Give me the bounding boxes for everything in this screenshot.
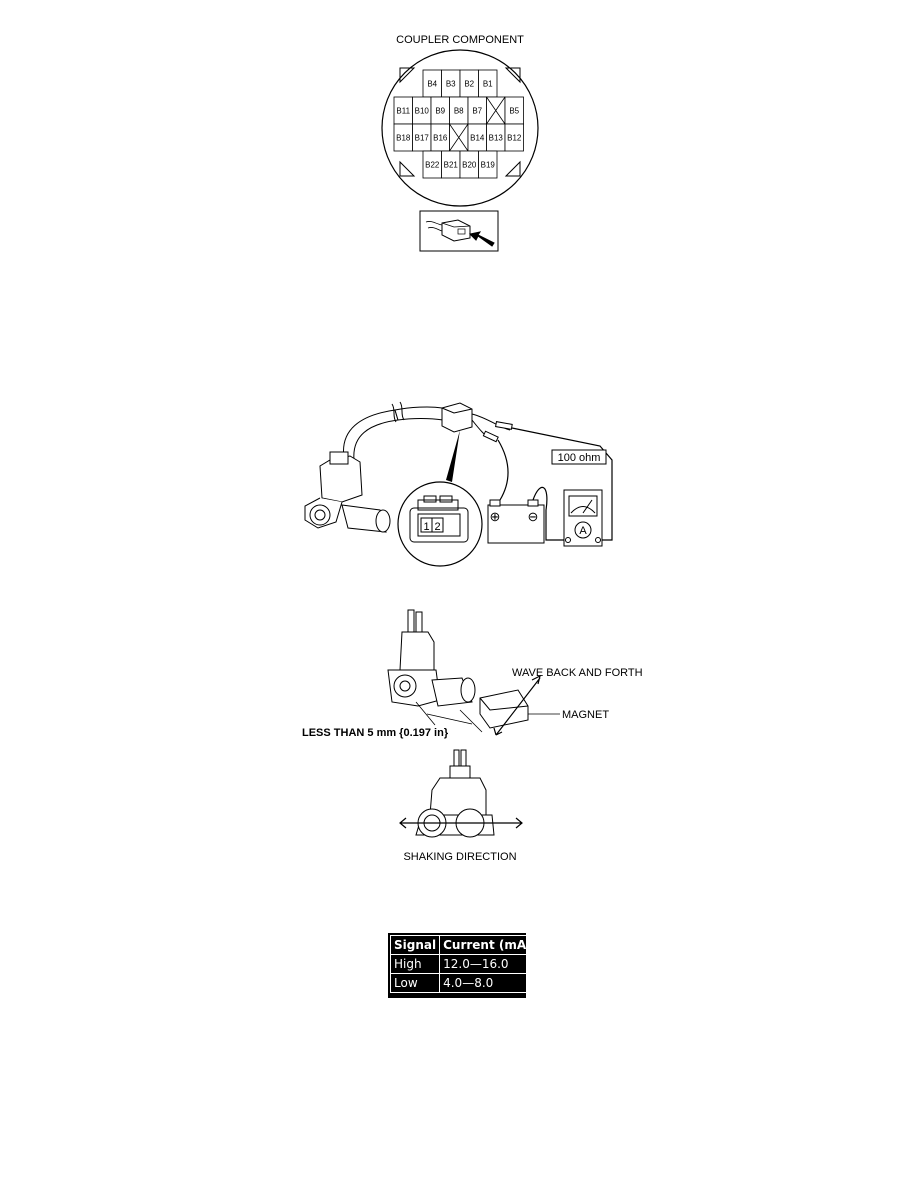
coupler-pin-label: B20 <box>462 160 477 170</box>
coupler-pin-label: B19 <box>480 160 495 170</box>
battery-negative-symbol: ⊖ <box>527 509 539 524</box>
coupler-pin-label: B10 <box>414 106 429 116</box>
connector-thumbnail <box>420 211 498 251</box>
probe-tip-lower <box>483 431 498 441</box>
sensor-test-circuit <box>300 400 620 575</box>
coupler-pin-label: B16 <box>433 133 448 143</box>
cell-current: 4.0—8.0 <box>440 974 536 993</box>
table-row <box>391 955 536 974</box>
callout-pointer <box>446 430 460 482</box>
ammeter-symbol: A <box>579 525 587 537</box>
magnet-test-diagram <box>300 610 643 865</box>
coupler-pin-grid <box>394 70 524 178</box>
pin-2-label: 2 <box>434 521 441 533</box>
cell-current: 12.0—16.0 <box>440 955 536 974</box>
ammeter <box>564 490 602 546</box>
sensor-front-view <box>416 750 494 837</box>
coupler-pin-label: B18 <box>396 133 411 143</box>
resistor-label: 100 ohm <box>557 452 601 464</box>
coupler-pin-label: B2 <box>464 79 475 89</box>
coupler-pin-label: B12 <box>507 133 522 143</box>
dimension-line-2 <box>460 710 482 732</box>
wave-label: WAVE BACK AND FORTH <box>512 667 643 679</box>
coupler-pin-label: B7 <box>472 106 483 116</box>
table-row <box>391 974 536 993</box>
current-spec-table <box>388 933 532 998</box>
dimension-line-1 <box>416 702 435 725</box>
coupler-pin-label: B21 <box>443 160 458 170</box>
coupler-pin-label: B22 <box>425 160 440 170</box>
magnet <box>480 690 528 728</box>
magnet-label: MAGNET <box>562 709 610 721</box>
coupler-pin-label: B11 <box>396 106 411 116</box>
header-signal: Signal <box>391 936 440 955</box>
pin-1-label: 1 <box>423 521 430 533</box>
coupler-pin-label: B14 <box>470 133 485 143</box>
distance-label: LESS THAN 5 mm {0.197 in} <box>302 727 449 739</box>
coupler-diagram <box>380 28 540 258</box>
harness-connector <box>442 403 472 432</box>
coupler-title: COUPLER COMPONENT <box>396 34 524 46</box>
header-current: Current (mA) <box>440 936 536 955</box>
cell-signal: High <box>391 955 440 974</box>
battery-positive-symbol: ⊕ <box>489 509 501 524</box>
coupler-key-bottom-right <box>506 162 520 176</box>
coupler-pin-label: B5 <box>509 106 520 116</box>
cell-signal: Low <box>391 974 440 993</box>
shaking-label: SHAKING DIRECTION <box>403 851 517 863</box>
coupler-pin-label: B1 <box>482 79 493 89</box>
table-header-row <box>391 936 536 955</box>
coupler-pin-label: B13 <box>488 133 503 143</box>
coupler-pin-label: B8 <box>453 106 464 116</box>
spec-table-grid <box>390 935 536 993</box>
coupler-key-bottom-left <box>400 162 414 176</box>
coupler-pin-label: B17 <box>414 133 429 143</box>
coupler-pin-label: B4 <box>427 79 438 89</box>
sensor-side-view <box>388 610 475 706</box>
coupler-pin-label: B9 <box>435 106 446 116</box>
probe-tip-upper <box>496 422 513 430</box>
coupler-pin-label: B3 <box>445 79 456 89</box>
